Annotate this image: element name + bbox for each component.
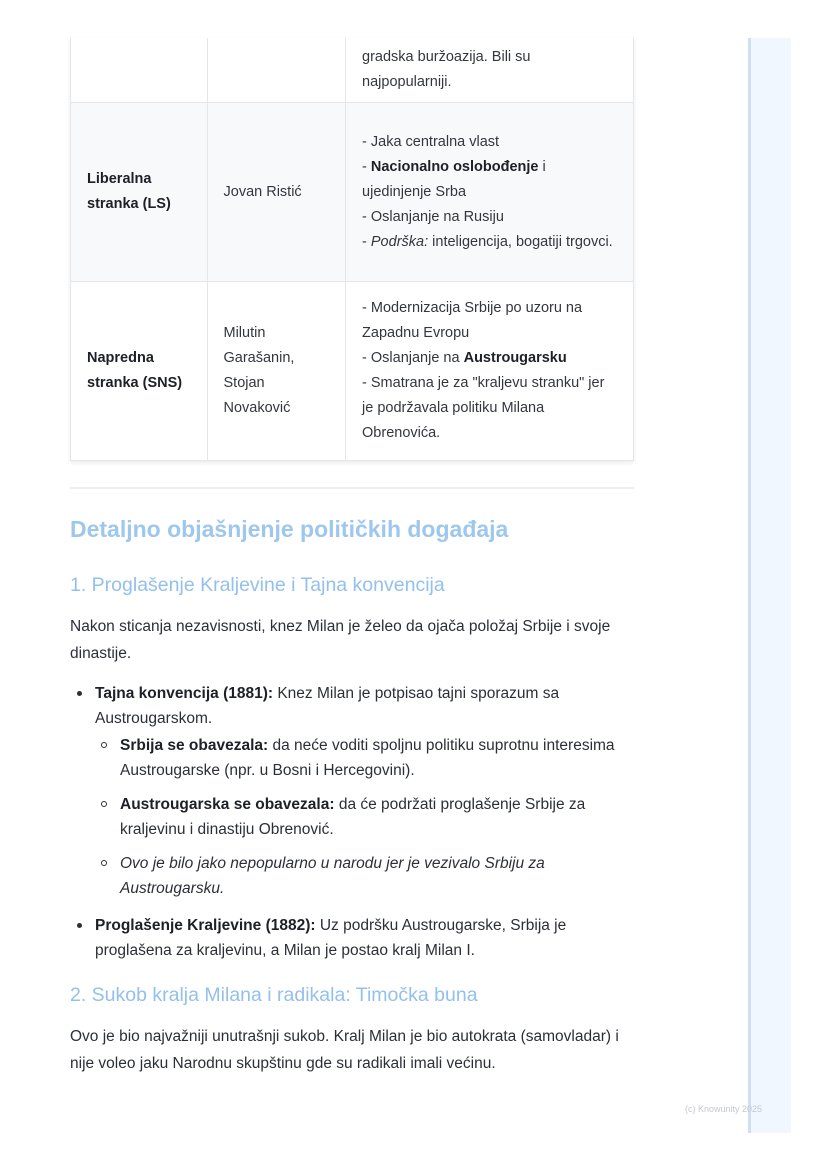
list-item: Austrougarska se obavezala: da će podržati proglašenje Srbije za kraljevinu i dinastiju Obrenović. <box>120 792 634 842</box>
program-line: - Smatrana je za "kraljevu stranku" jer je podržavala politiku Milana Obrenovića. <box>362 375 605 441</box>
program-line: - Jaka centralna vlast <box>362 133 500 150</box>
section-heading: Detaljno objašnjenje političkih događaja <box>70 516 509 542</box>
leader-name: Stojan Novaković <box>223 375 291 416</box>
program-cell <box>346 282 634 461</box>
party-cell: Liberalna stranka (LS) <box>71 103 208 282</box>
list-item: Tajna konvencija (1881): Knez Milan je potpisao tajni sporazum sa Austrougarskom. Srbija se obavezala: da neće voditi spoljnu politiku suprotnu interesima Austrougarske (npr. u Bosni i Hercegovini). Austrougarska se obavezala: da će podržati proglašenje Srbije za kraljevinu i dinastiju Obrenović. Ovo je bilo jako nepopularno u narodu jer je vezivalo Srbiju za Austrougarsku. <box>95 681 634 901</box>
leader-cell: Jovan Ristić <box>207 103 346 282</box>
program-line: - Podrška: inteligencija, bogatiji trgovci. <box>362 233 613 250</box>
program-line: gradska buržoazija. Bili su <box>362 49 531 65</box>
leader-name: Milutin Garašanin, <box>223 325 295 366</box>
paragraph: Nakon sticanja nezavisnosti, knez Milan je želeo da ojača položaj Srbije i svoje dinastije. <box>70 618 611 662</box>
program-line: - Oslanjanje na Austrougarsku <box>362 350 567 366</box>
leader-cell <box>207 38 346 103</box>
copyright-footer: (c) Knowunity 2025 <box>685 1104 763 1114</box>
paragraph: Ovo je bio najvažniji unutrašnji sukob. Kralj Milan je bio autokrata (samovladar) i nije voleo jaku Narodnu skupštinu gde su radikali imali većinu. <box>70 1028 619 1072</box>
table-row <box>71 282 634 461</box>
list-item: Ovo je bilo jako nepopularno u narodu jer je vezivalo Srbiju za Austrougarsku. <box>120 851 634 901</box>
subsection-heading-2: 2. Sukob kralja Milana i radikala: Timočka buna <box>70 984 478 1006</box>
program-cell <box>346 38 634 103</box>
leader-cell <box>207 282 346 461</box>
program-line: - Nacionalno oslobođenje i ujedinjenje Srba <box>362 158 546 200</box>
bullet-list <box>70 681 634 963</box>
subsection-heading-1: 1. Proglašenje Kraljevine i Tajna konvencija <box>70 574 445 596</box>
divider <box>70 487 634 489</box>
program-line: - Modernizacija Srbije po uzoru na Zapadnu Evropu <box>362 300 583 341</box>
list-item: Proglašenje Kraljevine (1882): Uz podršku Austrougarske, Srbija je proglašena za kraljevinu, a Milan je postao kralj Milan I. <box>95 913 634 963</box>
table-row <box>71 103 634 282</box>
document-page <box>70 38 634 1077</box>
parties-table <box>70 38 634 461</box>
program-cell <box>346 103 634 282</box>
party-cell: Napredna stranka (SNS) <box>71 282 208 461</box>
program-line: - Oslanjanje na Rusiju <box>362 208 504 225</box>
party-cell <box>71 38 208 103</box>
program-line: najpopularniji. <box>362 74 452 90</box>
list-item: Srbija se obavezala: da neće voditi spoljnu politiku suprotnu interesima Austrougarske (npr. u Bosni i Hercegovini). <box>120 733 634 783</box>
side-panel <box>748 38 791 1133</box>
sub-bullet-list <box>95 733 634 901</box>
table-row <box>71 38 634 103</box>
